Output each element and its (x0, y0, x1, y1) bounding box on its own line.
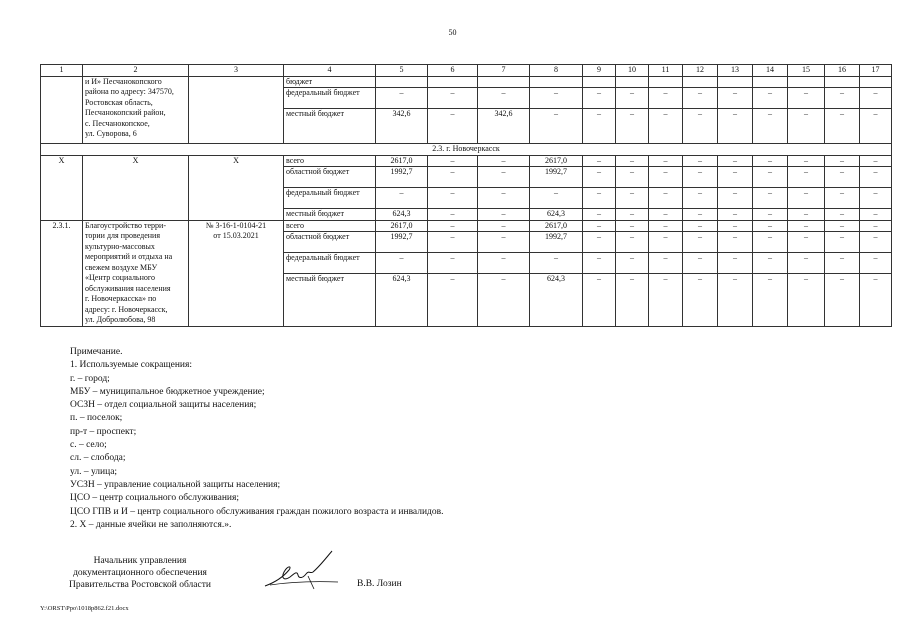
value-cell: – (683, 109, 718, 144)
value-cell: – (583, 232, 616, 253)
value-cell: – (753, 88, 788, 109)
budget-type-cell: федеральный бюджет (284, 253, 376, 274)
column-header: 14 (753, 65, 788, 77)
cell-line: района по адресу: 347570, (85, 87, 174, 96)
value-cell: 1992,7 (376, 167, 428, 188)
cell-line: Благоустройство терри- (85, 220, 166, 230)
value-cell: – (376, 88, 428, 109)
value-cell: – (753, 155, 788, 167)
value-cell: – (616, 274, 649, 327)
budget-type-cell: местный бюджет (284, 209, 376, 221)
note-line: ЦСО ГПВ и И – центр социального обслуживания граждан пожилого возраста и инвалидов. (70, 506, 444, 517)
column-header: 1 (41, 65, 83, 77)
value-cell: – (683, 155, 718, 167)
value-cell: – (825, 88, 860, 109)
note-line: МБУ – муниципальное бюджетное учреждение; (70, 386, 265, 397)
value-cell: – (616, 167, 649, 188)
value-cell: – (616, 253, 649, 274)
column-header: 11 (649, 65, 683, 77)
value-cell: – (683, 274, 718, 327)
value-cell: – (788, 188, 825, 209)
column-header: 5 (376, 65, 428, 77)
value-cell: – (718, 155, 753, 167)
value-cell: – (428, 88, 478, 109)
value-cell (649, 76, 683, 88)
value-cell: – (616, 232, 649, 253)
value-cell: – (478, 188, 530, 209)
value-cell: – (583, 167, 616, 188)
note-line: ОСЗН – отдел социальной защиты населения; (70, 400, 257, 411)
column-header: 10 (616, 65, 649, 77)
section-title: 2.3. г. Новочеркасск (41, 144, 892, 156)
value-cell: – (753, 209, 788, 221)
column-header: 8 (530, 65, 583, 77)
value-cell: – (649, 109, 683, 144)
notes-block (70, 346, 444, 532)
value-cell: 342,6 (376, 109, 428, 144)
column-header: 7 (478, 65, 530, 77)
value-cell (718, 76, 753, 88)
value-cell: 1992,7 (376, 232, 428, 253)
value-cell: 2617,0 (530, 155, 583, 167)
value-cell: 1992,7 (530, 232, 583, 253)
value-cell: – (478, 220, 530, 232)
x-cell: X (83, 155, 189, 220)
x-cell: X (189, 155, 284, 220)
value-cell (683, 76, 718, 88)
value-cell: – (649, 188, 683, 209)
column-header: 9 (583, 65, 616, 77)
value-cell: – (860, 109, 892, 144)
value-cell: – (583, 209, 616, 221)
value-cell: – (649, 155, 683, 167)
value-cell (616, 76, 649, 88)
value-cell: – (860, 220, 892, 232)
value-cell: – (428, 188, 478, 209)
value-cell: – (583, 188, 616, 209)
value-cell: – (788, 220, 825, 232)
value-cell: – (718, 232, 753, 253)
value-cell: – (583, 88, 616, 109)
section-row (41, 144, 892, 156)
value-cell: – (616, 188, 649, 209)
value-cell: 1992,7 (530, 167, 583, 188)
value-cell: – (860, 188, 892, 209)
table-row (41, 220, 892, 232)
column-header: 6 (428, 65, 478, 77)
value-cell: – (718, 209, 753, 221)
cell-line: ул. Суворова, 6 (85, 129, 137, 138)
cell-line: г. Новочеркасска» по (85, 294, 157, 303)
position-line: Начальник управления (93, 556, 187, 566)
value-cell: – (428, 155, 478, 167)
value-cell: – (683, 209, 718, 221)
value-cell: – (825, 188, 860, 209)
value-cell: – (718, 88, 753, 109)
budget-table (40, 64, 892, 327)
value-cell: – (683, 220, 718, 232)
value-cell: – (825, 209, 860, 221)
column-header: 4 (284, 65, 376, 77)
value-cell: – (530, 188, 583, 209)
value-cell (825, 76, 860, 88)
budget-type-cell: бюджет (284, 76, 376, 88)
cell-line: мероприятий и отдыха на (85, 252, 173, 261)
value-cell: – (788, 155, 825, 167)
value-cell: – (616, 109, 649, 144)
value-cell: – (428, 274, 478, 327)
value-cell (376, 76, 428, 88)
value-cell: – (825, 253, 860, 274)
value-cell: – (718, 188, 753, 209)
value-cell: – (683, 167, 718, 188)
value-cell: – (825, 220, 860, 232)
value-cell: – (683, 232, 718, 253)
value-cell (530, 76, 583, 88)
value-cell: – (649, 274, 683, 327)
value-cell: – (649, 232, 683, 253)
value-cell: – (753, 274, 788, 327)
cell-line: тории для проведения (85, 231, 161, 240)
cell-line: обслуживания населения (85, 283, 171, 293)
note-line: ул. – улица; (70, 466, 118, 477)
note-line: сл. – слобода; (70, 453, 126, 464)
value-cell: – (683, 88, 718, 109)
value-cell: 624,3 (376, 274, 428, 327)
value-cell: – (753, 220, 788, 232)
value-cell: – (825, 274, 860, 327)
value-cell (583, 76, 616, 88)
signatory-name: В.В. Лозин (357, 579, 402, 589)
value-cell: – (478, 155, 530, 167)
cell-line: адресу: г. Новочеркасск, (85, 304, 168, 314)
value-cell: – (788, 274, 825, 327)
value-cell (753, 76, 788, 88)
value-cell: – (753, 167, 788, 188)
value-cell: – (428, 232, 478, 253)
column-header: 3 (189, 65, 284, 77)
cell-line: от 15.03.2021 (213, 231, 259, 240)
value-cell: – (376, 253, 428, 274)
value-cell: – (753, 253, 788, 274)
value-cell: – (860, 167, 892, 188)
value-cell: 342,6 (478, 109, 530, 144)
value-cell: – (718, 274, 753, 327)
value-cell: – (428, 209, 478, 221)
value-cell: – (583, 109, 616, 144)
signatory-position (40, 555, 240, 591)
budget-type-cell: местный бюджет (284, 109, 376, 144)
page-number: 50 (448, 28, 457, 37)
value-cell: – (649, 253, 683, 274)
value-cell: – (825, 109, 860, 144)
handwritten-signature (262, 548, 344, 598)
note-line: ЦСО – центр социального обслуживания; (70, 493, 240, 504)
table-row (41, 76, 892, 88)
value-cell: – (478, 209, 530, 221)
cell-line: Ростовская область, (85, 97, 153, 107)
item-number-cell (41, 76, 83, 144)
value-cell (860, 76, 892, 88)
value-cell: – (649, 220, 683, 232)
value-cell (478, 76, 530, 88)
value-cell: 2617,0 (530, 220, 583, 232)
column-header: 13 (718, 65, 753, 77)
value-cell: – (860, 88, 892, 109)
value-cell: – (860, 209, 892, 221)
budget-type-cell: всего (284, 220, 376, 232)
value-cell: – (428, 220, 478, 232)
value-cell: – (478, 167, 530, 188)
value-cell: – (583, 155, 616, 167)
value-cell: 624,3 (530, 209, 583, 221)
column-header: 12 (683, 65, 718, 77)
note-line: УСЗН – управление социальной защиты населения; (70, 479, 281, 490)
value-cell: – (788, 109, 825, 144)
value-cell: – (825, 232, 860, 253)
position-line: документационного обеспечения (73, 568, 207, 578)
budget-type-cell: местный бюджет (284, 274, 376, 327)
value-cell: – (718, 220, 753, 232)
value-cell: – (860, 232, 892, 253)
value-cell (788, 76, 825, 88)
document-cell (189, 220, 284, 327)
table-row (41, 155, 892, 167)
value-cell: 2617,0 (376, 155, 428, 167)
value-cell: – (478, 253, 530, 274)
value-cell: – (583, 253, 616, 274)
value-cell: – (860, 155, 892, 167)
note-line: пр-т – проспект; (70, 426, 137, 437)
value-cell: – (718, 167, 753, 188)
value-cell: 624,3 (376, 209, 428, 221)
value-cell: – (683, 253, 718, 274)
value-cell: – (753, 232, 788, 253)
value-cell: 2617,0 (376, 220, 428, 232)
note-line: 1. Используемые сокращения: (70, 360, 192, 371)
value-cell: – (583, 220, 616, 232)
value-cell: 624,3 (530, 274, 583, 327)
value-cell: – (478, 88, 530, 109)
column-header: 15 (788, 65, 825, 77)
value-cell: – (825, 155, 860, 167)
value-cell: – (583, 274, 616, 327)
value-cell: – (616, 209, 649, 221)
position-line: Правительства Ростовской области (69, 580, 211, 590)
value-cell: – (753, 188, 788, 209)
value-cell: – (478, 274, 530, 327)
cell-line: ул. Добролюбова, 98 (85, 315, 156, 324)
value-cell: – (428, 167, 478, 188)
budget-type-cell: федеральный бюджет (284, 188, 376, 209)
value-cell: – (616, 220, 649, 232)
value-cell: – (530, 88, 583, 109)
cell-line: культурно-массовых (85, 241, 155, 251)
item-number-cell: 2.3.1. (41, 220, 83, 327)
value-cell: – (428, 109, 478, 144)
item-name-cell (83, 220, 189, 327)
note-line: 2. X – данные ячейки не заполняются.». (70, 519, 232, 530)
value-cell: – (376, 188, 428, 209)
value-cell: – (428, 253, 478, 274)
file-path-footer: Y:\ORST\Ppo\1018p862.f21.docx (40, 605, 129, 612)
budget-type-cell: всего (284, 155, 376, 167)
value-cell (428, 76, 478, 88)
value-cell: – (683, 188, 718, 209)
value-cell: – (478, 232, 530, 253)
value-cell: – (860, 274, 892, 327)
value-cell: – (616, 155, 649, 167)
value-cell: – (753, 109, 788, 144)
item-name-cell (83, 76, 189, 144)
value-cell: – (530, 109, 583, 144)
value-cell: – (825, 167, 860, 188)
value-cell: – (616, 88, 649, 109)
cell-line: с. Песчанокопское, (85, 118, 150, 128)
value-cell: – (718, 109, 753, 144)
value-cell: – (788, 88, 825, 109)
cell-line: и И» Песчанокопского (85, 76, 162, 86)
value-cell: – (788, 167, 825, 188)
value-cell: – (649, 88, 683, 109)
budget-type-cell: федеральный бюджет (284, 88, 376, 109)
value-cell: – (788, 253, 825, 274)
cell-line: «Центр социального (85, 273, 155, 282)
value-cell: – (788, 209, 825, 221)
note-line: п. – поселок; (70, 413, 123, 424)
budget-type-cell: областной бюджет (284, 232, 376, 253)
value-cell: – (718, 253, 753, 274)
x-cell: X (41, 155, 83, 220)
value-cell: – (530, 253, 583, 274)
note-line: Примечание. (70, 347, 123, 357)
budget-type-cell: областной бюджет (284, 167, 376, 188)
cell-line: № 3-16-1-0104-21 (205, 220, 267, 230)
column-header: 17 (860, 65, 892, 77)
document-cell (189, 76, 284, 144)
note-line: г. – город; (70, 373, 110, 384)
column-header: 16 (825, 65, 860, 77)
column-header: 2 (83, 65, 189, 77)
cell-line: свежем воздухе МБУ (85, 262, 158, 272)
value-cell: – (649, 167, 683, 188)
value-cell: – (788, 232, 825, 253)
cell-line: Песчанокопский район, (85, 108, 166, 117)
value-cell: – (860, 253, 892, 274)
value-cell: – (649, 209, 683, 221)
note-line: с. – село; (70, 440, 107, 451)
